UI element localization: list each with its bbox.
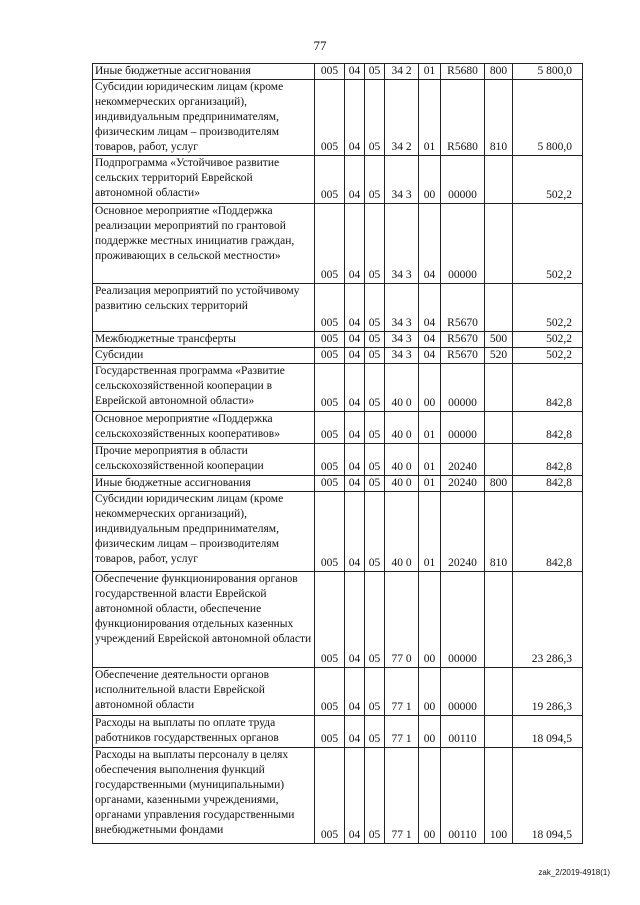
document-code: zak_2/2019-4918(1) [538, 868, 610, 877]
cell-name: Субсидии [93, 348, 315, 364]
cell-osn: 04 [419, 204, 441, 284]
table-row [93, 364, 583, 412]
cell-osn: 01 [419, 476, 441, 492]
cell-pr: 05 [365, 412, 385, 444]
cell-admin: 005 [315, 156, 345, 204]
cell-amount: 5 800,0 [513, 64, 583, 80]
cell-name: Иные бюджетные ассигнования [93, 476, 315, 492]
cell-rz: 04 [345, 364, 365, 412]
cell-code: R5680 [441, 80, 485, 156]
cell-pr: 05 [365, 80, 385, 156]
cell-admin: 005 [315, 476, 345, 492]
cell-pr: 05 [365, 444, 385, 476]
cell-osn: 00 [419, 748, 441, 844]
cell-code: R5670 [441, 332, 485, 348]
budget-table [92, 63, 583, 844]
cell-osn: 04 [419, 332, 441, 348]
cell-vr: 100 [485, 748, 513, 844]
cell-pr: 05 [365, 64, 385, 80]
cell-rz: 04 [345, 492, 365, 572]
cell-code: 00110 [441, 748, 485, 844]
cell-amount: 19 286,3 [513, 668, 583, 716]
cell-name: Основное мероприятие «Поддержка сельскохозяйственных кооперативов» [93, 412, 315, 444]
cell-pr: 05 [365, 364, 385, 412]
cell-pr: 05 [365, 572, 385, 668]
table-row [93, 204, 583, 284]
cell-pr: 05 [365, 204, 385, 284]
cell-osn: 01 [419, 64, 441, 80]
cell-name: Обеспечение деятельности органов исполнительной власти Еврейской автономной области [93, 668, 315, 716]
cell-vr: 800 [485, 476, 513, 492]
cell-vr [485, 364, 513, 412]
cell-name: Субсидии юридическим лицам (кроме некоммерческих организаций), индивидуальным предпринимателям, физическим лицам – производителям товаров, работ, услуг [93, 80, 315, 156]
cell-vr [485, 284, 513, 332]
cell-name: Подпрограмма «Устойчивое развитие сельских территорий Еврейской автономной области» [93, 156, 315, 204]
table-row [93, 332, 583, 348]
cell-code: R5670 [441, 348, 485, 364]
cell-admin: 005 [315, 668, 345, 716]
cell-admin: 005 [315, 284, 345, 332]
cell-name: Прочие мероприятия в области сельскохозяйственной кооперации [93, 444, 315, 476]
cell-admin: 005 [315, 204, 345, 284]
cell-vr [485, 716, 513, 748]
cell-osn: 00 [419, 668, 441, 716]
cell-pr: 05 [365, 492, 385, 572]
cell-amount: 502,2 [513, 204, 583, 284]
cell-rz: 04 [345, 716, 365, 748]
cell-vr: 810 [485, 492, 513, 572]
cell-prog: 40 0 [385, 492, 419, 572]
cell-rz: 04 [345, 156, 365, 204]
cell-admin: 005 [315, 412, 345, 444]
cell-vr [485, 412, 513, 444]
cell-pr: 05 [365, 748, 385, 844]
table-row [93, 748, 583, 844]
cell-prog: 77 0 [385, 572, 419, 668]
cell-prog: 77 1 [385, 748, 419, 844]
cell-pr: 05 [365, 716, 385, 748]
table-row [93, 572, 583, 668]
cell-osn: 01 [419, 444, 441, 476]
cell-prog: 34 3 [385, 284, 419, 332]
cell-prog: 40 0 [385, 364, 419, 412]
cell-prog: 34 3 [385, 204, 419, 284]
cell-name: Основное мероприятие «Поддержка реализации мероприятий по грантовой поддержке местных инициатив граждан, проживающих в сельской местности» [93, 204, 315, 284]
cell-code: 00000 [441, 572, 485, 668]
table-row [93, 444, 583, 476]
cell-pr: 05 [365, 668, 385, 716]
cell-code: 20240 [441, 492, 485, 572]
cell-name: Государственная программа «Развитие сельскохозяйственной кооперации в Еврейской автономной области» [93, 364, 315, 412]
cell-osn: 04 [419, 284, 441, 332]
table-row [93, 412, 583, 444]
cell-osn: 00 [419, 572, 441, 668]
cell-vr: 500 [485, 332, 513, 348]
cell-vr [485, 668, 513, 716]
cell-amount: 842,8 [513, 412, 583, 444]
cell-osn: 00 [419, 364, 441, 412]
cell-vr: 810 [485, 80, 513, 156]
cell-amount: 502,2 [513, 284, 583, 332]
cell-admin: 005 [315, 64, 345, 80]
table-row [93, 348, 583, 364]
cell-prog: 40 0 [385, 412, 419, 444]
cell-rz: 04 [345, 572, 365, 668]
cell-name: Межбюджетные трансферты [93, 332, 315, 348]
cell-code: 00000 [441, 204, 485, 284]
cell-rz: 04 [345, 444, 365, 476]
table-row [93, 64, 583, 80]
cell-amount: 842,8 [513, 364, 583, 412]
cell-admin: 005 [315, 492, 345, 572]
cell-name: Иные бюджетные ассигнования [93, 64, 315, 80]
cell-rz: 04 [345, 284, 365, 332]
cell-osn: 01 [419, 412, 441, 444]
cell-code: 00000 [441, 156, 485, 204]
cell-amount: 502,2 [513, 348, 583, 364]
cell-name: Реализация мероприятий по устойчивому развитию сельских территорий [93, 284, 315, 332]
cell-name: Субсидии юридическим лицам (кроме некоммерческих организаций), индивидуальным предпринимателям, физическим лицам – производителям товаров, работ, услуг [93, 492, 315, 572]
cell-admin: 005 [315, 80, 345, 156]
cell-name: Расходы на выплаты по оплате труда работников государственных органов [93, 716, 315, 748]
table-row [93, 156, 583, 204]
cell-prog: 34 3 [385, 348, 419, 364]
cell-pr: 05 [365, 332, 385, 348]
cell-code: 00000 [441, 412, 485, 444]
cell-rz: 04 [345, 64, 365, 80]
cell-prog: 77 1 [385, 668, 419, 716]
cell-admin: 005 [315, 348, 345, 364]
cell-osn: 01 [419, 492, 441, 572]
cell-code: 20240 [441, 476, 485, 492]
table-row [93, 80, 583, 156]
cell-amount: 23 286,3 [513, 572, 583, 668]
cell-osn: 01 [419, 80, 441, 156]
cell-admin: 005 [315, 332, 345, 348]
cell-amount: 502,2 [513, 332, 583, 348]
cell-prog: 34 2 [385, 80, 419, 156]
cell-pr: 05 [365, 348, 385, 364]
cell-amount: 842,8 [513, 476, 583, 492]
cell-rz: 04 [345, 80, 365, 156]
cell-prog: 40 0 [385, 444, 419, 476]
cell-osn: 00 [419, 716, 441, 748]
cell-vr [485, 204, 513, 284]
cell-vr: 520 [485, 348, 513, 364]
cell-pr: 05 [365, 284, 385, 332]
cell-rz: 04 [345, 668, 365, 716]
cell-code: 00000 [441, 364, 485, 412]
cell-vr [485, 572, 513, 668]
cell-rz: 04 [345, 412, 365, 444]
cell-rz: 04 [345, 476, 365, 492]
table-body [93, 64, 583, 844]
table-row [93, 492, 583, 572]
cell-prog: 40 0 [385, 476, 419, 492]
cell-admin: 005 [315, 444, 345, 476]
cell-rz: 04 [345, 348, 365, 364]
cell-pr: 05 [365, 476, 385, 492]
cell-rz: 04 [345, 748, 365, 844]
cell-admin: 005 [315, 716, 345, 748]
cell-name: Расходы на выплаты персоналу в целях обеспечения выполнения функций государственными (муниципальными) органами, казенными учреждениями, органами управления государственными внебюджетными фондами [93, 748, 315, 844]
cell-rz: 04 [345, 332, 365, 348]
table-row [93, 284, 583, 332]
table-row [93, 716, 583, 748]
cell-prog: 34 3 [385, 332, 419, 348]
cell-admin: 005 [315, 572, 345, 668]
cell-prog: 34 3 [385, 156, 419, 204]
cell-rz: 04 [345, 204, 365, 284]
cell-amount: 18 094,5 [513, 716, 583, 748]
cell-code: 20240 [441, 444, 485, 476]
page-number: 77 [313, 38, 327, 53]
cell-amount: 842,8 [513, 492, 583, 572]
cell-code: 00110 [441, 716, 485, 748]
cell-vr [485, 156, 513, 204]
cell-osn: 00 [419, 156, 441, 204]
table-row [93, 668, 583, 716]
cell-osn: 04 [419, 348, 441, 364]
cell-code: R5670 [441, 284, 485, 332]
cell-prog: 34 2 [385, 64, 419, 80]
cell-admin: 005 [315, 364, 345, 412]
cell-amount: 842,8 [513, 444, 583, 476]
cell-amount: 5 800,0 [513, 80, 583, 156]
cell-amount: 502,2 [513, 156, 583, 204]
cell-vr [485, 444, 513, 476]
cell-prog: 77 1 [385, 716, 419, 748]
table-row [93, 476, 583, 492]
cell-code: R5680 [441, 64, 485, 80]
cell-name: Обеспечение функционирования органов государственной власти Еврейской автономной области, обеспечение функционирования отдельных казенных учреждений Еврейской автономной области [93, 572, 315, 668]
cell-amount: 18 094,5 [513, 748, 583, 844]
cell-code: 00000 [441, 668, 485, 716]
cell-pr: 05 [365, 156, 385, 204]
cell-admin: 005 [315, 748, 345, 844]
cell-vr: 800 [485, 64, 513, 80]
